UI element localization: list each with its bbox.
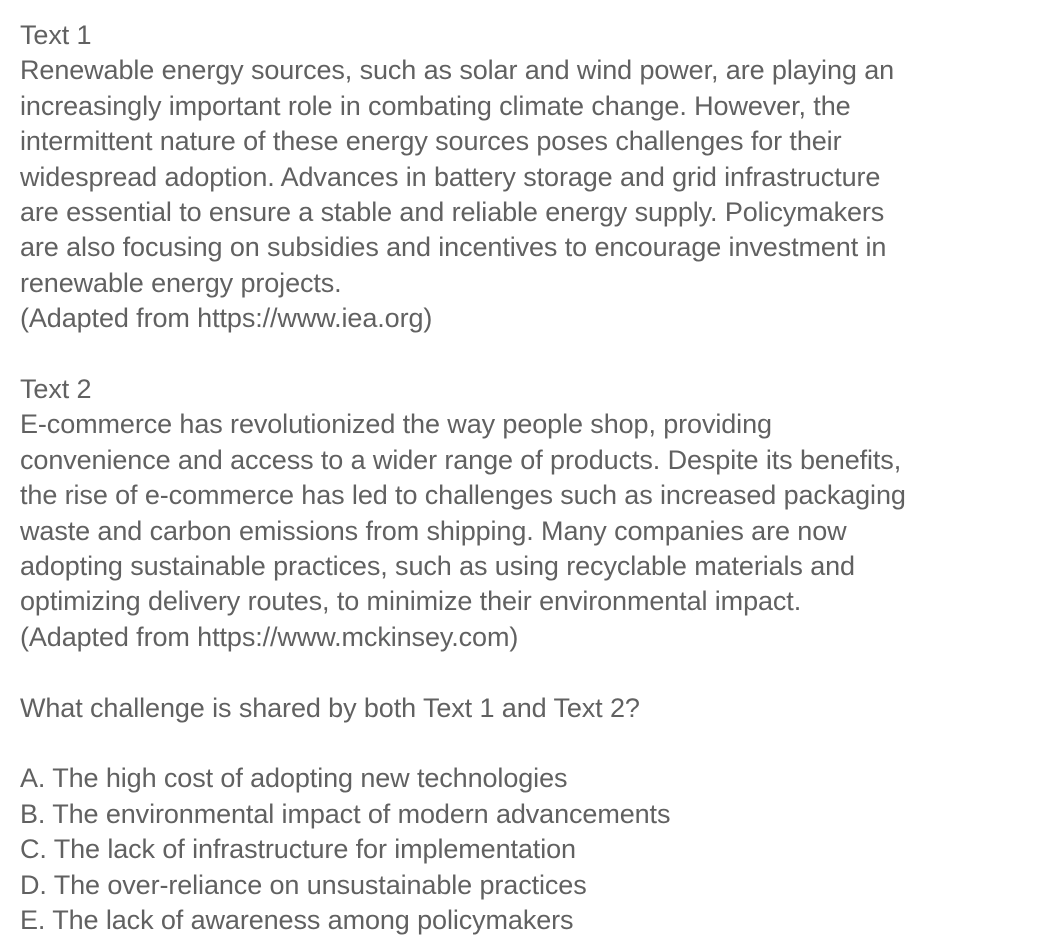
text-2-source: (Adapted from https://www.mckinsey.com) [20, 621, 519, 652]
text-1-source: (Adapted from https://www.iea.org) [20, 303, 433, 334]
text-1-line: intermittent nature of these energy sources poses challenges for their [20, 126, 842, 157]
option-c[interactable]: C. The lack of infrastructure for implementation [20, 834, 576, 865]
spacer [20, 726, 1040, 761]
option-a[interactable]: A. The high cost of adopting new technologies [20, 763, 568, 794]
text-2-line: the rise of e-commerce has led to challenges such as increased packaging [20, 480, 906, 511]
text-2-section [20, 372, 1040, 655]
text-1-line: increasingly important role in combating climate change. However, the [20, 90, 851, 121]
text-1-heading: Text 1 [20, 20, 92, 50]
spacer [20, 337, 1040, 372]
text-1-line: are also focusing on subsidies and incentives to encourage investment in [20, 232, 887, 263]
spacer [20, 655, 1040, 690]
option-b[interactable]: B. The environmental impact of modern advancements [20, 798, 671, 829]
text-1-line: are essential to ensure a stable and reliable energy supply. Policymakers [20, 197, 885, 228]
answer-options [20, 761, 1040, 938]
question-text: What challenge is shared by both Text 1 and Text 2? [20, 692, 640, 723]
text-2-line: optimizing delivery routes, to minimize their environmental impact. [20, 586, 802, 617]
text-1-line: renewable energy projects. [20, 267, 342, 298]
option-e[interactable]: E. The lack of awareness among policymakers [20, 905, 574, 936]
text-1-section [20, 18, 1040, 337]
text-2-line: waste and carbon emissions from shipping. Many companies are now [20, 515, 847, 546]
option-d[interactable]: D. The over-reliance on unsustainable practices [20, 869, 587, 900]
text-2-heading: Text 2 [20, 374, 92, 405]
text-1-line: widespread adoption. Advances in battery storage and grid infrastructure [20, 161, 881, 192]
text-2-line: convenience and access to a wider range of products. Despite its benefits, [20, 444, 902, 475]
text-2-line: adopting sustainable practices, such as using recyclable materials and [20, 551, 855, 582]
document [20, 18, 1040, 939]
text-1-line: Renewable energy sources, such as solar and wind power, are playing an [20, 55, 895, 86]
text-2-line: E-commerce has revolutionized the way people shop, providing [20, 409, 772, 440]
